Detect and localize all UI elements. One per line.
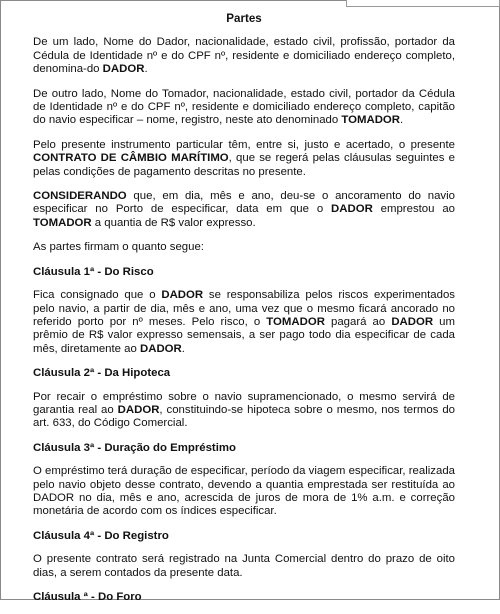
clause-body: O presente contrato será registrado na Junta Comercial dentro do prazo de oito dias, a serem contados da presente data.	[33, 553, 455, 579]
bold-term: DADOR	[102, 63, 145, 76]
section-title: Partes	[226, 12, 262, 25]
bold-term: DADOR	[117, 403, 160, 416]
clause-heading: Cláusula ª - Do Foro	[33, 591, 142, 603]
bold-term: TOMADOR	[341, 114, 401, 127]
clause-heading: Cláusula 1ª - Do Risco	[33, 265, 154, 278]
bold-term: TOMADOR	[266, 315, 325, 328]
paragraph-agreement: As partes firmam o quanto segue:	[33, 241, 204, 254]
paragraph-considerando: CONSIDERANDO que, em dia, mês e ano, deu-se o ancoramento do navio especificar no Porto de especificar, data em que o DADOR emprestou ao TOMADOR a quantia de R$ valor expresso.	[33, 190, 455, 229]
bold-term: DADOR	[140, 342, 182, 355]
paragraph-dador: De um lado, Nome do Dador, nacionalidade, estado civil, profissão, portador da Cédula de Identidade nº e do CPF nº, residente e domiciliado endereço completo, denomina-do DADOR.	[33, 36, 455, 76]
clause-body: Fica consignado que o DADOR se responsabiliza pelos riscos experimentados pelo navio, a partir de dia, mês e ano, uma vez que o mesmo ficará ancorado no referido porto por nº meses. Pelo risco, o TOMADOR pagará ao DADOR um prêmio de R$ valor expresso semensais, a ser pago todo dia especificar de cada mês, diretamente ao DADOR.	[33, 289, 455, 355]
bold-term: CONSIDERANDO	[33, 190, 127, 203]
bold-term: DADOR	[161, 289, 204, 302]
bold-term: TOMADOR	[33, 216, 92, 229]
clause-heading: Cláusula 3ª - Duração do Empréstimo	[33, 441, 236, 454]
clause-body: Por recair o empréstimo sobre o navio supramencionado, o mesmo servirá de garantia real ao DADOR, constituindo-se hipoteca sobre o mesmo, nos termos do art. 633, do Código Comercial.	[33, 390, 455, 430]
clause-heading: Cláusula 4ª - Do Registro	[33, 529, 169, 542]
clause-heading: Cláusula 2ª - Da Hipoteca	[33, 367, 171, 380]
document-content	[33, 12, 455, 614]
clause-body: O empréstimo terá duração de especificar, período da viagem especificar, realizada pelo navio objeto desse contrato, devendo a quantia emprestada ser restituída ao DADOR no dia, mês e ano, acrescida de juros de mora de 1% a.m. e correção monetária de acordo com os índices especificar.	[33, 465, 455, 518]
bold-term: CONTRATO DE CÂMBIO MARÍTIMO	[33, 152, 229, 165]
paragraph-tomador: De outro lado, Nome do Tomador, nacionalidade, estado civil, portador da Cédula de Identidade nº e do CPF nº, residente e domiciliado endereço completo, capitão do navio especificar – nome, registro, neste ato denominado TOMADOR.	[33, 87, 455, 127]
top-edge-box	[346, 0, 500, 7]
bold-term: DADOR	[391, 315, 434, 328]
paragraph-contract: Pelo presente instrumento particular têm, entre si, justo e acertado, o presente CONTRATO DE CÂMBIO MARÍTIMO, que se regerá pelas cláusulas seguintes e pelas condições de pagamento descritas no presente.	[33, 138, 455, 178]
bold-term: DADOR	[331, 203, 373, 216]
